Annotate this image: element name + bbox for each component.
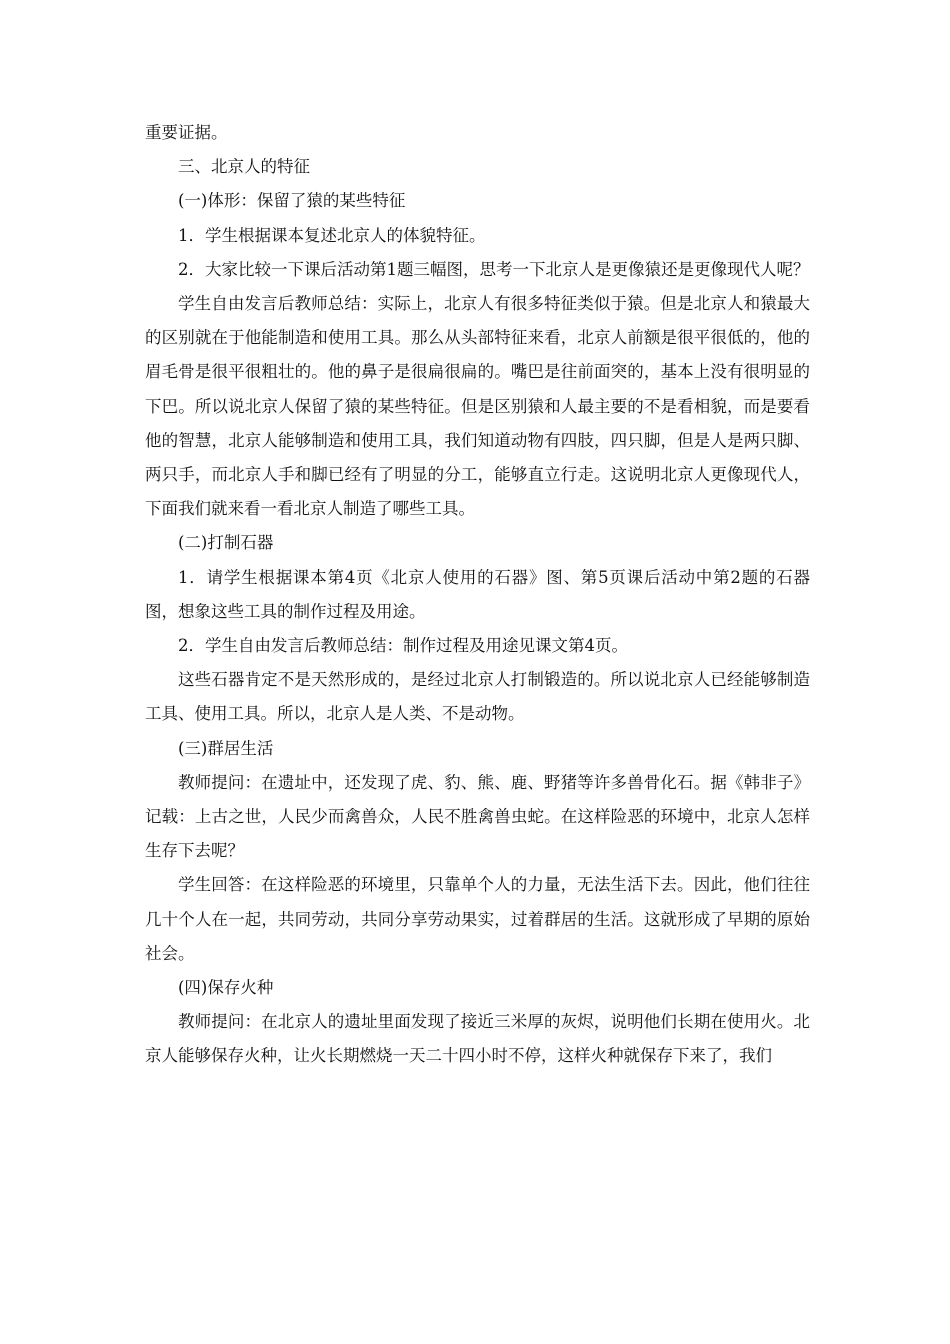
subsection-heading-stone-tools: (二)打制石器	[178, 533, 274, 553]
paragraph-student-answer: 学生回答：在这样险恶的环境里，只靠单个人的力量，无法生活下去。因此，他们往往几十个人在一起，共同劳动，共同分享劳动果实，过着群居的生活。这就形成了早期的原始社会。	[145, 875, 810, 963]
subsection-heading-body-shape: (一)体形：保留了猿的某些特征	[178, 191, 406, 211]
list-item-1-stone-tools: 1．请学生根据课本第4页《北京人使用的石器》图、第5页课后活动中第2题的石器图，想象这些工具的制作过程及用途。	[145, 567, 810, 621]
section-heading-beijing-man-features: 三、北京人的特征	[178, 157, 310, 177]
document-page	[145, 116, 810, 1074]
paragraph-teacher-summary: 学生自由发言后教师总结：实际上，北京人有很多特征类似于猿。但是北京人和猿最大的区别就在于他能制造和使用工具。那么从头部特征来看，北京人前额是很平很低的，他的眉毛骨是很平很粗壮的。他的鼻子是很扁很扁的。嘴巴是往前面突的，基本上没有很明显的下巴。所以说北京人保留了猿的某些特征。但是区别猿和人最主要的不是看相貌，而是要看他的智慧，北京人能够制造和使用工具，我们知道动物有四肢，四只脚，但是人是两只脚、两只手，而北京人手和脚已经有了明显的分工，能够直立行走。这说明北京人更像现代人，下面我们就来看一看北京人制造了哪些工具。	[145, 294, 810, 519]
subsection-heading-group-living: (三)群居生活	[178, 738, 274, 758]
paragraph-stone-tools-conclusion: 这些石器肯定不是天然形成的，是经过北京人打制锻造的。所以说北京人已经能够制造工具、使用工具。所以，北京人是人类、不是动物。	[145, 670, 810, 724]
paragraph-teacher-question-fire: 教师提问：在北京人的遗址里面发现了接近三米厚的灰烬，说明他们长期在使用火。北京人能够保存火种，让火长期燃烧一天二十四小时不停，这样火种就保存下来了，我们	[145, 1012, 810, 1066]
subsection-heading-preserving-fire: (四)保存火种	[178, 978, 274, 998]
paragraph-continuation: 重要证据。	[145, 123, 228, 142]
list-item-2: 2．大家比较一下课后活动第1题三幅图，思考一下北京人是更像猿还是更像现代人呢？	[178, 259, 810, 279]
list-item-1: 1．学生根据课本复述北京人的体貌特征。	[178, 225, 486, 245]
paragraph-teacher-question: 教师提问：在遗址中，还发现了虎、豹、熊、鹿、野猪等许多兽骨化石。据《韩非子》记载：上古之世，人民少而禽兽众，人民不胜禽兽虫蛇。在这样险恶的环境中，北京人怎样生存下去呢？	[145, 772, 810, 861]
list-item-2-stone-tools: 2．学生自由发言后教师总结：制作过程及用途见课文第4页。	[178, 636, 628, 656]
